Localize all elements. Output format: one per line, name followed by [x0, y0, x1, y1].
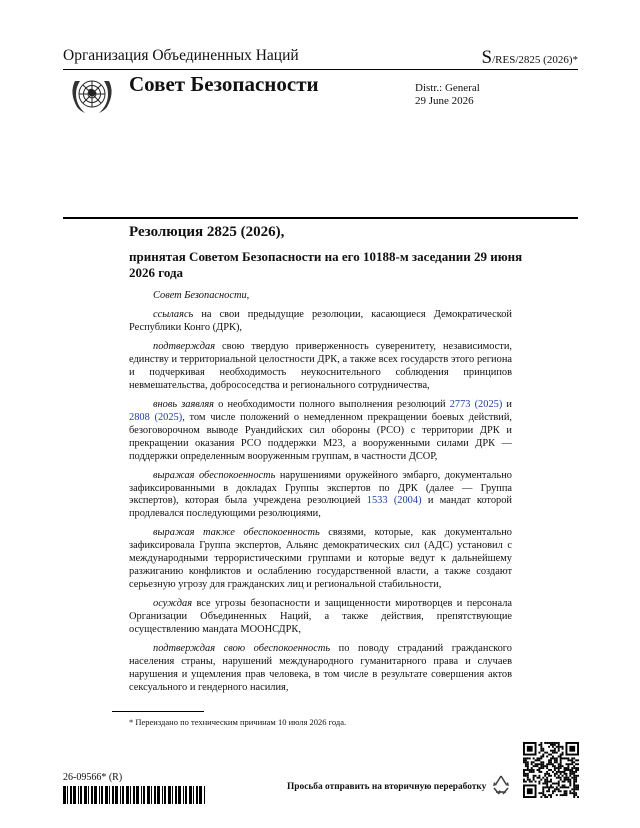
adoption-note: принятая Советом Безопасности на его 10188-м заседании 29 июня 2026 года — [129, 249, 523, 280]
paragraph-text: свою твердую приверженность суверенитету, независимости, единству и территориальной целостности ДРК, а также всех государств этого региона и подчеркивая необходимость неукоснительного соблюдения принципов невмешательства, добрососедства и регионального сотрудничества, — [129, 341, 512, 391]
distribution-info — [415, 82, 480, 107]
resolution-title: Резолюция 2825 (2026), — [129, 224, 285, 240]
paragraph-text: связями, которые, как документально зафиксировала Группа экспертов, Альянс демократических сил (АДС) установил с международными террористическими группами и которые ведут к дальнейшему разжиганию конфликтов и ослаблению государственной власти, а также создают серьезную угрозу для гражданских лиц и региональной стабильности, — [129, 527, 512, 591]
body-paragraph — [129, 470, 512, 522]
paragraph-text: о необходимости полного выполнения резолюций — [214, 398, 450, 410]
paragraph-text: и мандат которой продлевался последующими резолюциями, — [129, 495, 512, 520]
paragraph-text: , том числе положений о немедленном прекращении боевых действий, безоговорочном выводе Руандийских сил обороны (РСО) с территории ДРК и прекращении оказания РСО поддержки М23, а вооруженными силами ДРК — поддержки определенным вооруженным группам, в частности ДСОР, — [129, 411, 512, 462]
body-paragraph — [129, 290, 512, 303]
council-name: Совет Безопасности — [129, 72, 319, 96]
paragraph-lead: выражая обеспокоенность — [153, 469, 276, 481]
document-symbol — [482, 47, 578, 69]
resolution-link[interactable]: 1533 (2004) — [366, 495, 422, 507]
symbol-letter: S — [481, 47, 493, 68]
issue-date: 29 June 2026 — [415, 94, 474, 107]
body-paragraph — [129, 527, 512, 592]
body-paragraph — [129, 309, 512, 335]
document-number: 26-09566* (R) — [63, 772, 123, 783]
recycle-icon — [489, 773, 513, 797]
paragraph-text: по поводу страданий гражданского населения страны, нарушений международного гуманитарного права и случаев нарушения и ущемления прав человека, в том числе в результате совершения актов сексуального и гендерного насилия, — [129, 643, 512, 693]
body-paragraph — [129, 598, 512, 637]
paragraph-lead: ссылаясь — [153, 309, 194, 321]
footnote: * Переиздано по техническим причинам 10 июля 2026 года. — [129, 717, 347, 727]
paragraph-text: на свои предыдущие резолюции, касающиеся Демократической Республики Конго (ДРК), — [129, 309, 512, 333]
body-paragraph — [129, 341, 512, 393]
distr-label: Distr.: General — [415, 82, 480, 94]
paragraph-lead: вновь заявляя — [153, 398, 215, 410]
organization-name: Организация Объединенных Наций — [63, 47, 299, 64]
title-rule — [63, 217, 578, 219]
paragraph-text: нарушениями оружейного эмбарго, документально зафиксированными в докладах Группы экспертов по ДРК (далее — Группа экспертов), которая была учреждена резолюцией — [129, 469, 512, 507]
body-paragraph — [129, 643, 512, 695]
paragraph-lead: Совет Безопасности, — [153, 290, 250, 301]
symbol-rest: /RES/2825 (2026)* — [492, 54, 578, 66]
paragraph-text: и — [502, 398, 512, 410]
recycle-note: Просьба отправить на вторичную переработку — [287, 782, 487, 792]
resolution-link[interactable]: 2773 (2025) — [449, 398, 503, 410]
resolution-link[interactable]: 2808 (2025) — [129, 411, 183, 423]
un-emblem-icon — [66, 73, 118, 117]
resolution-body — [129, 290, 512, 701]
header-rule — [63, 69, 578, 70]
paragraph-text: все угрозы безопасности и защищенности миротворцев и персонала Организации Объединенных Наций, а также действия, препятствующие осуществлению мандата МООНСДРК, — [129, 598, 512, 635]
body-paragraph — [129, 399, 512, 464]
qr-code-icon — [523, 742, 579, 798]
barcode-icon — [63, 786, 206, 804]
paragraph-lead: подтверждая — [153, 341, 216, 353]
paragraph-lead: выражая также обеспокоенность — [153, 527, 320, 539]
footnote-rule — [112, 711, 204, 712]
paragraph-lead: подтверждая свою обеспокоенность — [153, 643, 331, 655]
paragraph-lead: осуждая — [153, 598, 193, 610]
